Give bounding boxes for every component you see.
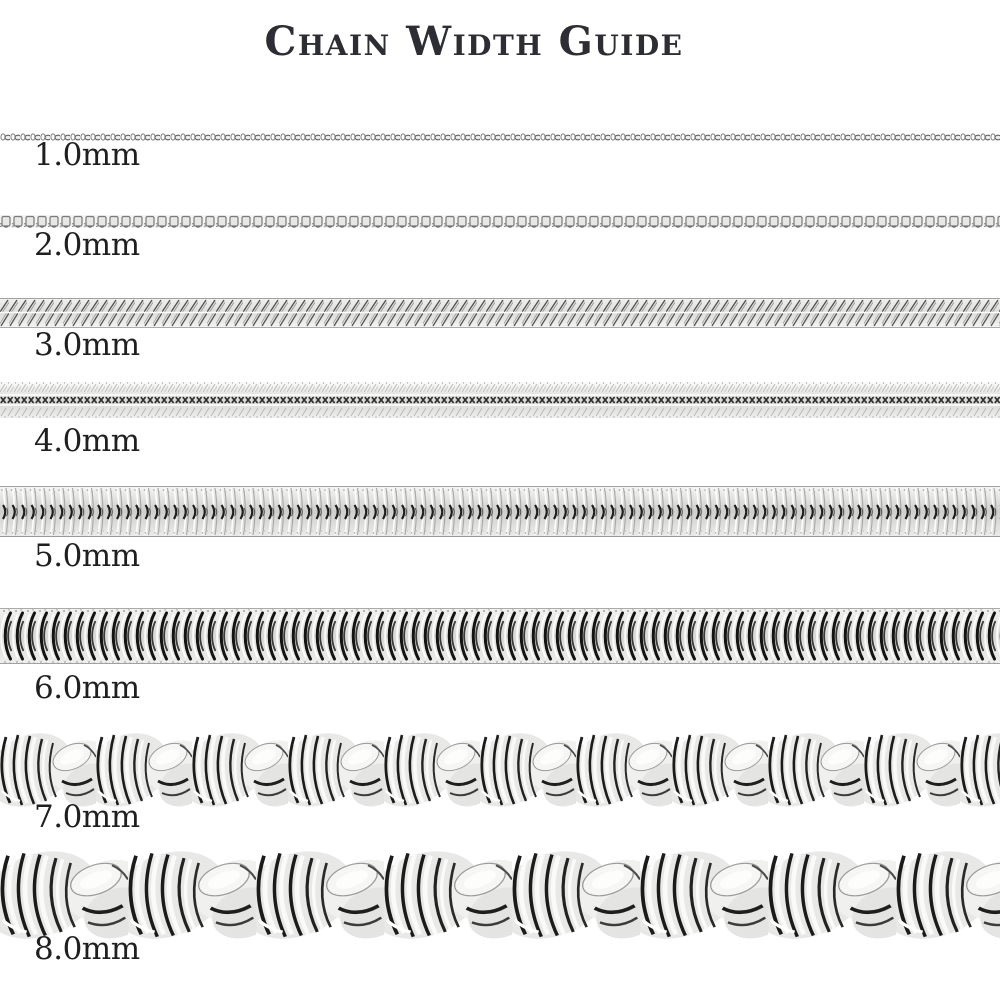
chain-row bbox=[0, 380, 1000, 420]
chain-row bbox=[0, 297, 1000, 329]
chain-image-3-0mm-snake bbox=[0, 297, 1000, 329]
chain-size-label: 3.0mm bbox=[34, 327, 140, 363]
chain-image-6-0mm-snake bbox=[0, 606, 1000, 666]
chain-size-label: 6.0mm bbox=[34, 670, 140, 706]
chain-image-4-0mm-snake bbox=[0, 380, 1000, 420]
chain-row bbox=[0, 484, 1000, 539]
chain-image-7-0mm-rope bbox=[0, 733, 1000, 807]
chain-size-label: 2.0mm bbox=[34, 227, 140, 263]
chain-size-label: 8.0mm bbox=[34, 931, 140, 967]
chain-size-label: 1.0mm bbox=[34, 137, 140, 173]
chain-row bbox=[0, 212, 1000, 230]
chain-row bbox=[0, 606, 1000, 666]
chain-size-label: 4.0mm bbox=[34, 423, 140, 459]
chain-row bbox=[0, 733, 1000, 807]
chain-image-2-0mm-box bbox=[0, 212, 1000, 230]
page-title: Chain Width Guide bbox=[264, 18, 684, 65]
chain-image-5-0mm-snake bbox=[0, 484, 1000, 539]
chain-row bbox=[0, 131, 1000, 142]
chain-image-1-0mm-cable bbox=[0, 131, 1000, 142]
chain-row bbox=[0, 851, 1000, 939]
chain-size-label: 5.0mm bbox=[34, 538, 140, 574]
chain-size-label: 7.0mm bbox=[34, 799, 140, 835]
chain-image-8-0mm-rope bbox=[0, 851, 1000, 939]
